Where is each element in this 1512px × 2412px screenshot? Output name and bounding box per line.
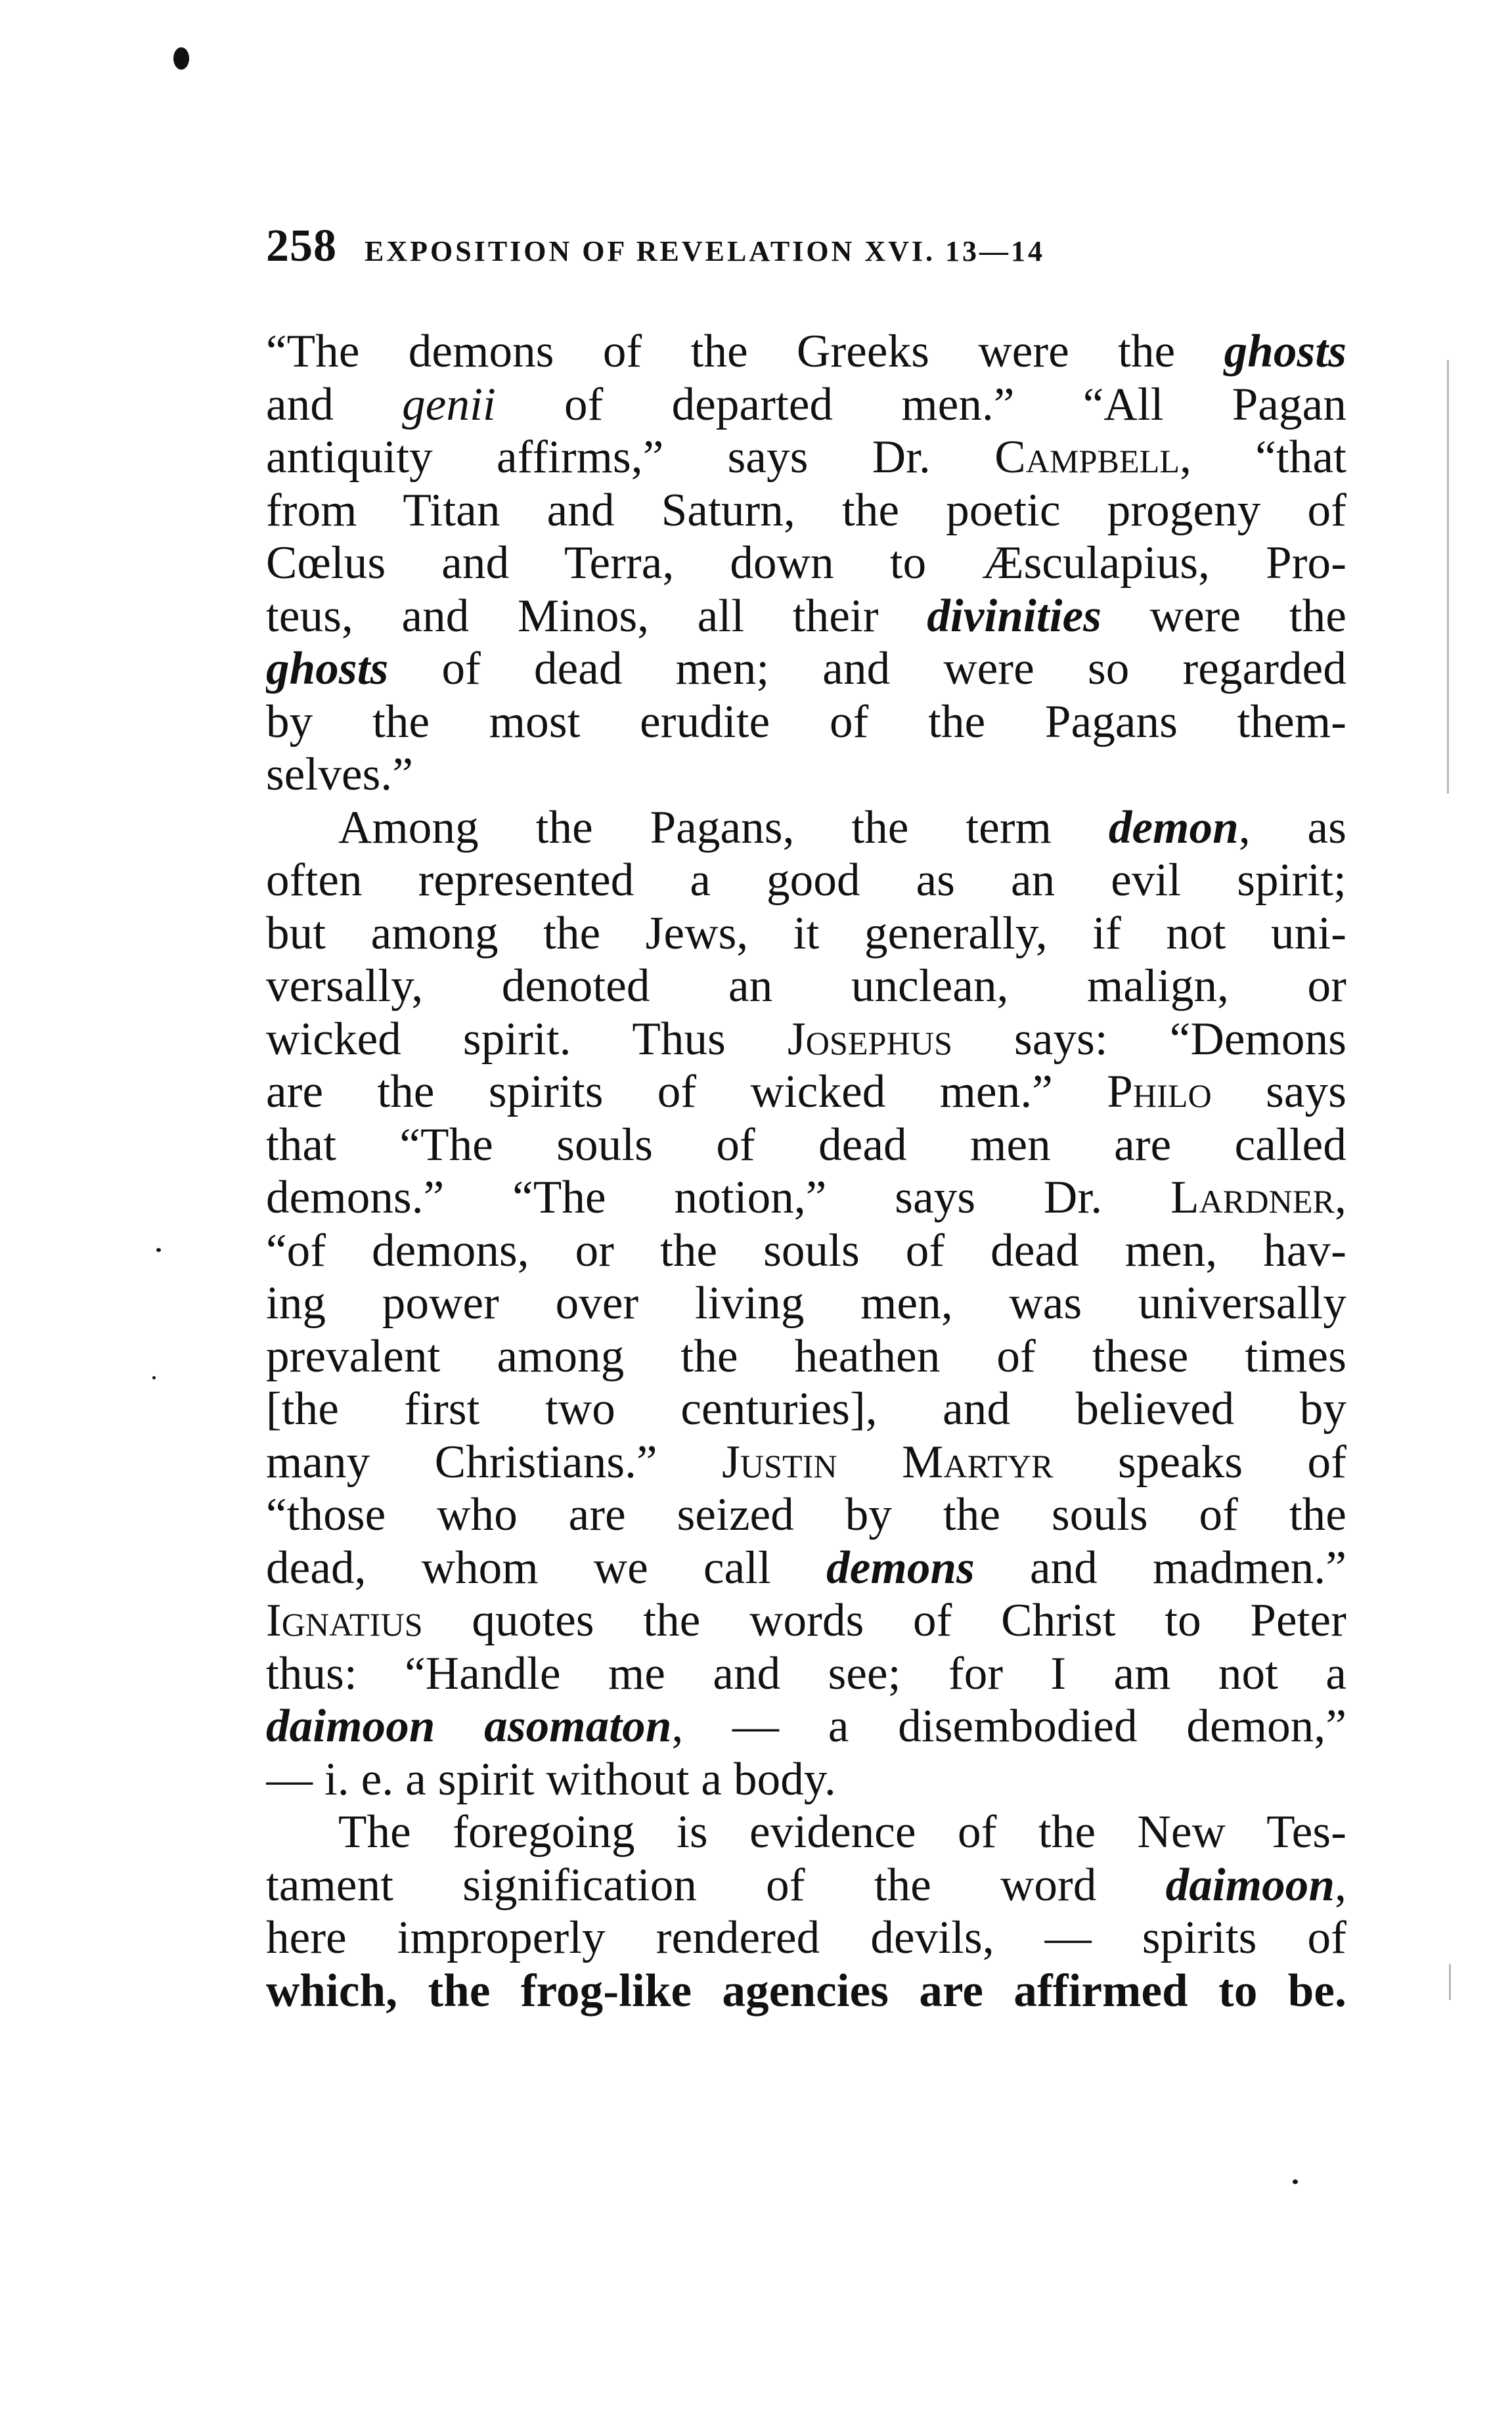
- text-line-4: from Titan and Saturn, the poetic progeny of: [266, 484, 1346, 536]
- text-line-29: The foregoing is evidence of the New Tes-: [338, 1806, 1346, 1858]
- text-line-20: prevalent among the heathen of these times: [266, 1330, 1346, 1382]
- text-line-11: often represented a good as an evil spirit;: [266, 855, 1346, 906]
- text-line-12: but among the Jews, it generally, if not uni-: [266, 907, 1346, 959]
- text-line-26: thus: “Handle me and see; for I am not a: [266, 1647, 1346, 1699]
- scan-speck-bottom-right: [1293, 2179, 1298, 2184]
- text-line-3: antiquity affirms,” says Dr. Campbell, “that: [266, 432, 1346, 483]
- text-line-24: dead, whom we call demons and madmen.”: [266, 1542, 1346, 1594]
- body-text: [266, 325, 1346, 2017]
- text-line-23: “those who are seized by the souls of the: [266, 1489, 1346, 1540]
- text-line-5: Cœlus and Terra, down to Æsculapius, Pro-: [266, 537, 1346, 589]
- text-line-21: [the first two centuries], and believed by: [266, 1383, 1346, 1435]
- text-line-19: ing power over living men, was universally: [266, 1278, 1346, 1329]
- text-line-17: demons.” “The notion,” says Dr. Lardner,: [266, 1172, 1346, 1223]
- text-line-27: daimoon asomaton, — a disembodied demon,”: [266, 1701, 1346, 1752]
- page-number: 258: [266, 221, 337, 271]
- text-line-14: wicked spirit. Thus Josephus says: “Demons: [266, 1013, 1346, 1065]
- text-line-2: and genii of departed men.” “All Pagan: [266, 378, 1346, 430]
- scan-speck-top: [173, 47, 189, 70]
- scan-speck-left-margin: [156, 1248, 161, 1252]
- text-line-1: “The demons of the Greeks were the ghosts: [266, 326, 1346, 377]
- text-line-15: are the spirits of wicked men.” Philo says: [266, 1066, 1346, 1117]
- text-line-8: by the most erudite of the Pagans them-: [266, 696, 1346, 748]
- text-line-30: tament signification of the word daimoon,: [266, 1859, 1346, 1911]
- text-line-25: Ignatius quotes the words of Christ to Peter: [266, 1595, 1346, 1646]
- scan-speck-lower-left: [152, 1376, 156, 1379]
- text-line-31: here improperly rendered devils, — spirits of: [266, 1912, 1346, 1963]
- scan-margin-line-upper: [1447, 360, 1449, 793]
- text-line-18: “of demons, or the souls of dead men, hav-: [266, 1224, 1346, 1276]
- text-line-13: versally, denoted an unclean, malign, or: [266, 960, 1346, 1012]
- page-header: [266, 220, 1251, 279]
- text-line-28: — i. e. a spirit without a body.: [266, 1753, 836, 1805]
- scan-margin-line-lower: [1449, 1964, 1451, 2000]
- text-line-10: Among the Pagans, the term demon, as: [338, 801, 1346, 853]
- text-line-9: selves.”: [266, 749, 413, 800]
- text-line-6: teus, and Minos, all their divinities were the: [266, 590, 1346, 642]
- text-line-22: many Christians.” Justin Martyr speaks of: [266, 1436, 1346, 1488]
- running-head: EXPOSITION OF REVELATION XVI. 13—14: [365, 235, 1046, 267]
- text-line-16: that “The souls of dead men are called: [266, 1119, 1346, 1171]
- text-line-32: which, the frog-like agencies are affirmed to be.: [266, 1965, 1346, 2017]
- text-line-7: ghosts of dead men; and were so regarded: [266, 643, 1346, 694]
